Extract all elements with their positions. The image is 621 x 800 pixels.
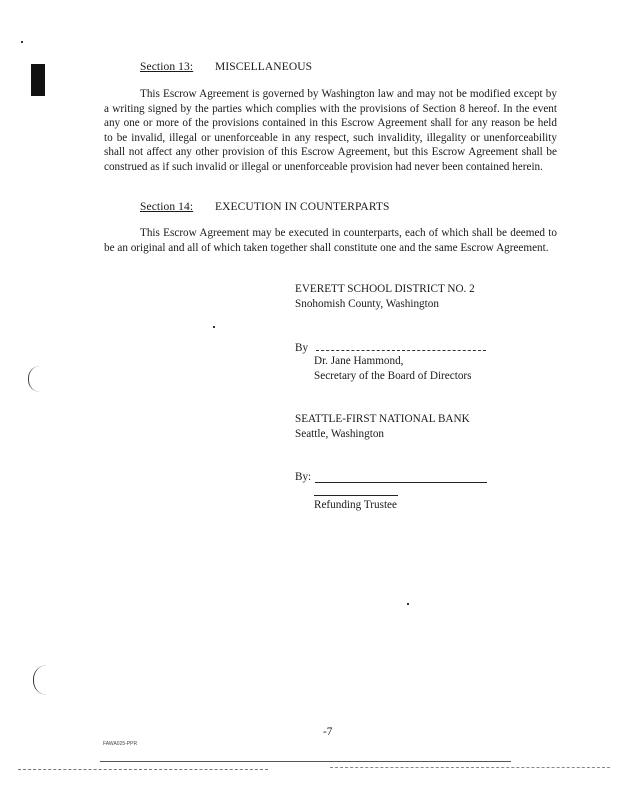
district-signature-line [316,350,486,351]
district-signer-title: Secretary of the Board of Directors [314,370,472,382]
section-14-title: EXECUTION IN COUNTERPARTS [215,201,390,213]
trustee-title-line [314,495,398,496]
section-14-body: This Escrow Agreement may be executed in counterparts, each of which shall be deemed to be an original and all of which taken together shall constitute one and the same Escrow Agreement. [104,227,557,254]
district-signer-name: Dr. Jane Hammond, [314,355,404,367]
bank-signature-block [295,412,555,442]
section-13-title: MISCELLANEOUS [215,61,313,73]
bank-by-label: By: [295,471,312,483]
black-margin-mark [31,64,45,96]
district-signature-block [295,282,555,312]
bank-location: Seattle, Washington [295,428,385,440]
footer-rule [100,761,511,762]
section-14-heading [140,201,390,213]
section-13-heading [140,61,312,73]
section-13-number: Section 13: [140,61,194,73]
district-name: EVERETT SCHOOL DISTRICT NO. 2 [295,283,475,295]
section-13-body: This Escrow Agreement is governed by Washington law and may not be modified except by a writing signed by the parties which complies with the provisions of Section 8 hereof. In the event any one or more of the provisions contained in this Escrow Agreement shall for any reason be held to be invalid, illegal or unenforceable in any respect, such invalidity, illegality or unenforceability shall not affect any other provision of this Escrow Agreement, but this Escrow Agreement shall be construed as if such invalid or illegal or unenforceable provision had never been contained herein. [104,88,557,173]
document-code: FAWA025-PPR [103,741,138,747]
district-by-label: By [295,342,309,354]
district-signer [314,354,554,384]
bank-name: SEATTLE-FIRST NATIONAL BANK [295,413,470,425]
scan-dot [407,603,409,605]
district-location: Snohomish County, Washington [295,298,439,310]
scan-bracket-mark [28,366,43,392]
footer-scan-streak [18,769,268,770]
bank-signature-line [315,482,487,483]
bank-signer-title: Refunding Trustee [314,499,397,511]
scan-dot [21,41,23,43]
page-number: -7 [323,726,333,738]
scan-dot [213,326,215,328]
scan-bracket-mark [33,665,48,695]
footer-scan-streak [330,767,610,768]
section-14-number: Section 14: [140,201,194,213]
